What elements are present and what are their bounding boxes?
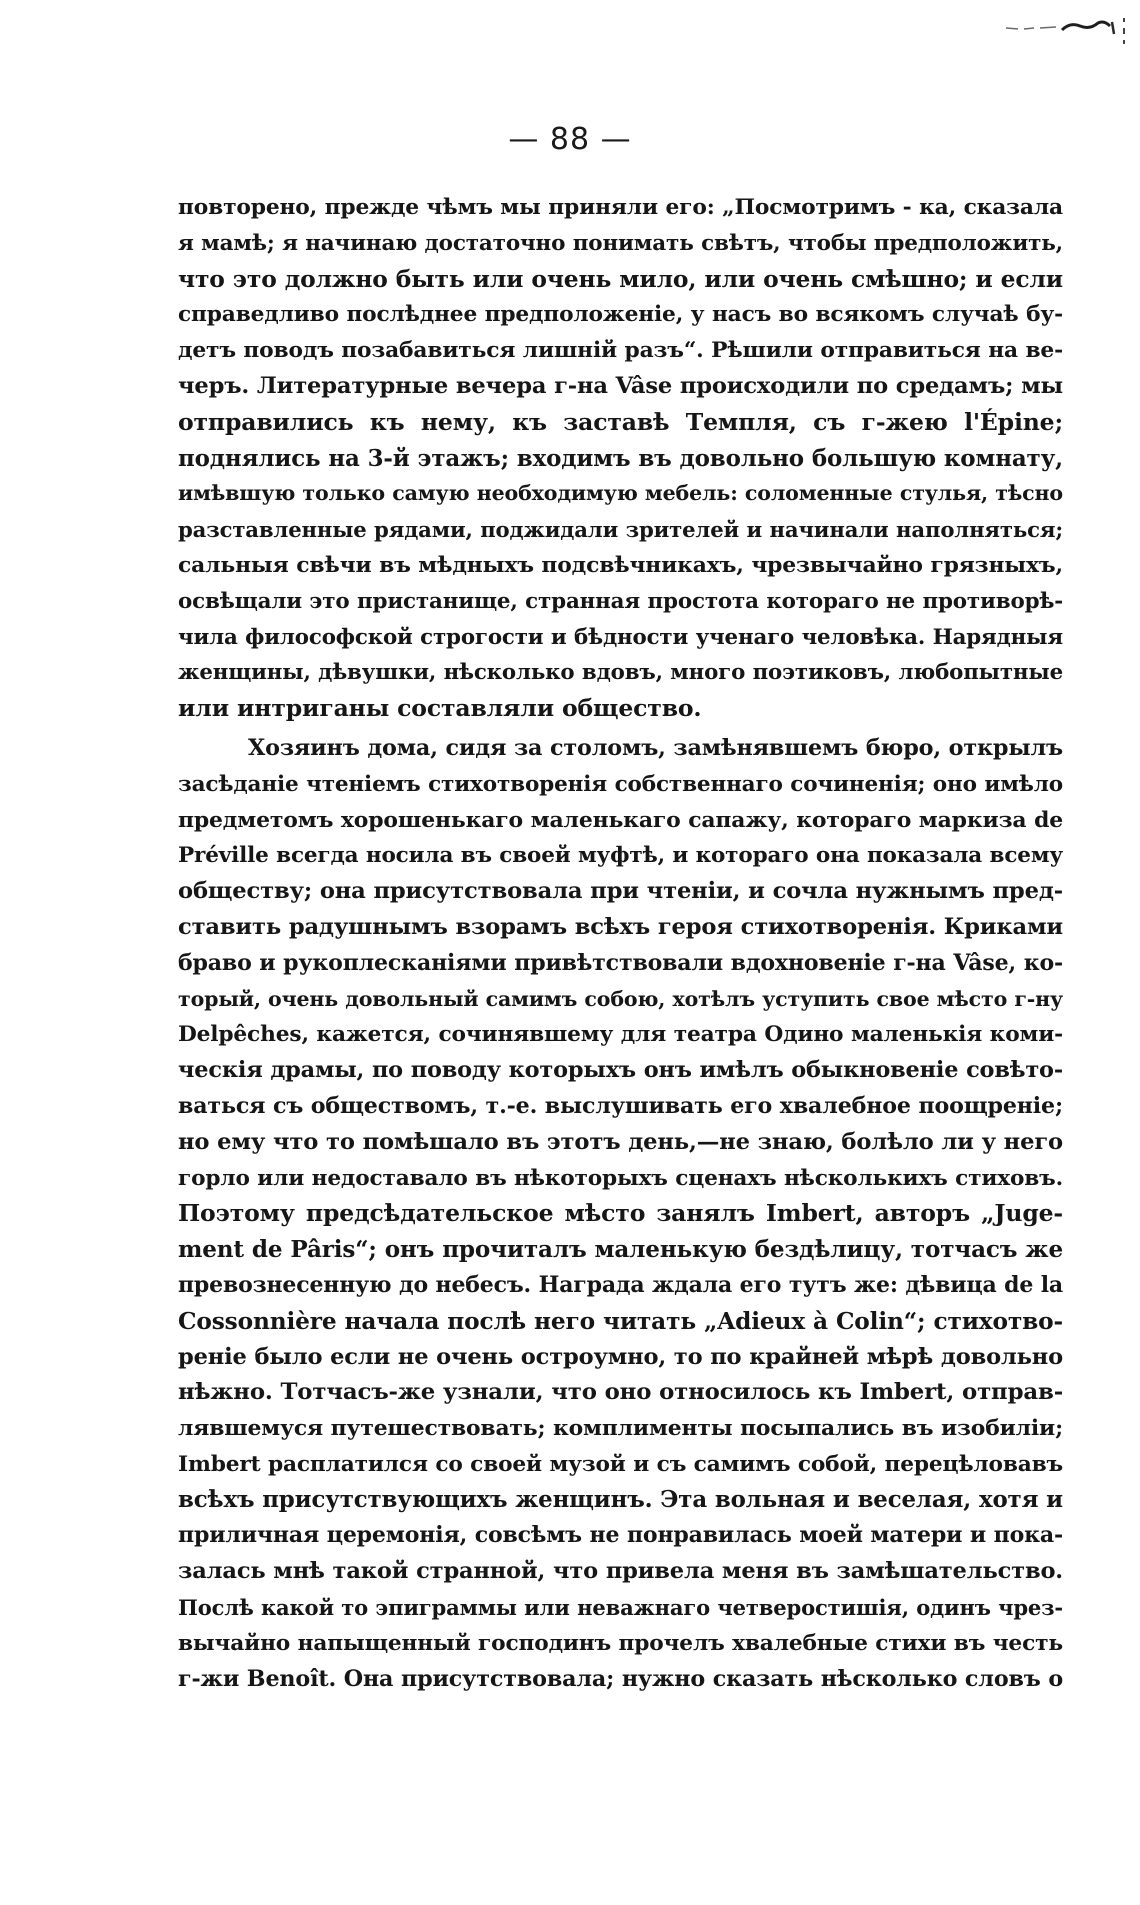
text-line: женщины, дѣвушки, нѣсколько вдовъ, много поэтиковъ, любопытные <box>178 660 1063 686</box>
text-line: всѣхъ присутствующихъ женщинъ. Эта вольная и веселая, хотя и <box>178 1486 1063 1513</box>
text-line: черъ. Литературные вечера г-на Vâse происходили по средамъ; мы <box>178 372 1063 399</box>
text-line: Послѣ какой то эпиграммы или неважнаго четверостишія, одинъ чрез- <box>178 1595 1063 1621</box>
text-line: Поэтому предсѣдательское мѣсто занялъ Imbert, авторъ „Juge- <box>178 1199 1063 1228</box>
text-line: я мамѣ; я начинаю достаточно понимать свѣтъ, чтобы предположить, <box>178 230 1063 256</box>
text-line: сальныя свѣчи въ мѣдныхъ подсвѣчникахъ, чрезвычайно грязныхъ, <box>178 551 1063 578</box>
page-number: — 88 — <box>508 122 632 157</box>
ink-mark-icon <box>1000 8 1130 48</box>
text-line: вычайно напыщенный господинъ прочелъ хвалебные стихи въ честь <box>178 1630 1063 1656</box>
text-line: горло или недоставало въ нѣкоторыхъ сценахъ нѣсколькихъ стиховъ. <box>178 1165 1063 1191</box>
text-line: Cossonnière начала послѣ него читать „Adieux à Colin“; стихотво- <box>178 1307 1063 1335</box>
body-text <box>178 190 1063 1697</box>
text-line: ваться съ обществомъ, т.-е. выслушивать его хвалебное поощреніе; <box>178 1092 1063 1119</box>
text-line: освѣщали это пристанище, странная простота котораго не противорѣ- <box>178 588 1063 614</box>
text-line: предметомъ хорошенькаго маленькаго сапажу, котораго маркиза de <box>178 806 1063 833</box>
text-line: ческія драмы, по поводу которыхъ онъ имѣлъ обыкновеніе совѣто- <box>178 1057 1063 1084</box>
text-line: поднялись на 3-й этажъ; входимъ въ довольно большую комнату, <box>178 444 1063 472</box>
text-line: что это должно быть или очень мило, или очень смѣшно; и если <box>178 264 1063 293</box>
text-line: детъ поводъ позабавиться лишній разъ“. Рѣшили отправиться на ве- <box>178 338 1063 364</box>
text-line: г-жи Benoît. Она присутствовала; нужно сказать нѣсколько словъ о <box>178 1665 1063 1692</box>
text-line: но ему что то помѣшало въ этотъ день,—не знаю, болѣло ли у него <box>178 1128 1063 1155</box>
text-line: превознесенную до небесъ. Награда ждала его тутъ же: дѣвица de la <box>178 1271 1063 1298</box>
text-line: чила философской строгости и бѣдности ученаго человѣка. Нарядныя <box>178 624 1063 650</box>
text-line: повторено, прежде чѣмъ мы приняли его: „Посмотримъ - ка, сказала <box>178 195 1063 220</box>
text-line: отправились къ нему, къ заставѣ Темпля, съ г-жею l'Épine; <box>178 407 1063 436</box>
text-line: Хозяинъ дома, сидя за столомъ, замѣнявшемъ бюро, открылъ <box>248 734 1063 761</box>
text-line: засѣданіе чтеніемъ стихотворенія собственнаго сочиненія; оно имѣло <box>178 771 1063 797</box>
text-line: или интриганы составляли общество. <box>178 694 702 723</box>
text-line: нѣжно. Тотчасъ-же узнали, что оно относилось къ Imbert, отправ- <box>178 1379 1063 1406</box>
text-line: обществу; она присутствовала при чтеніи, и сочла нужнымъ пред- <box>178 878 1063 905</box>
text-line: Imbert расплатился со своей музой и съ самимъ собой, перецѣловавъ <box>178 1451 1063 1477</box>
text-line: разставленные рядами, поджидали зрителей и начинали наполняться; <box>178 517 1063 543</box>
text-line: приличная церемонія, совсѣмъ не понравилась моей матери и пока- <box>178 1522 1063 1549</box>
text-line: ставить радушнымъ взорамъ всѣхъ героя стихотворенія. Криками <box>178 913 1063 940</box>
text-line: залась мнѣ такой странной, что привела меня въ замѣшательство. <box>178 1558 1063 1585</box>
text-line: имѣвшую только самую необходимую мебель: соломенные стулья, тѣсно <box>178 481 1063 506</box>
paragraph <box>178 731 1063 1698</box>
text-line: лявшемуся путешествовать; комплименты посыпались въ изобиліи; <box>178 1415 1063 1442</box>
text-line: ment de Pâris“; онъ прочиталъ маленькую бездѣлицу, тотчасъ же <box>178 1236 1063 1264</box>
text-line: реніе было если не очень остроумно, то по крайней мѣрѣ довольно <box>178 1343 1063 1370</box>
paragraph <box>178 190 1063 727</box>
text-line: браво и рукоплесканіями привѣтствовали вдохновеніе г-на Vâse, ко- <box>178 949 1063 976</box>
text-line: Delpêches, кажется, сочинявшему для театра Одино маленькія коми- <box>178 1022 1063 1048</box>
text-line: торый, очень довольный самимъ собою, хотѣлъ уступить свое мѣсто г-ну <box>178 986 1063 1011</box>
text-line: справедливо послѣднее предположеніе, у насъ во всякомъ случаѣ бу- <box>178 302 1063 328</box>
text-line: Préville всегда носила въ своей муфтѣ, и котораго она показала всему <box>178 843 1063 869</box>
